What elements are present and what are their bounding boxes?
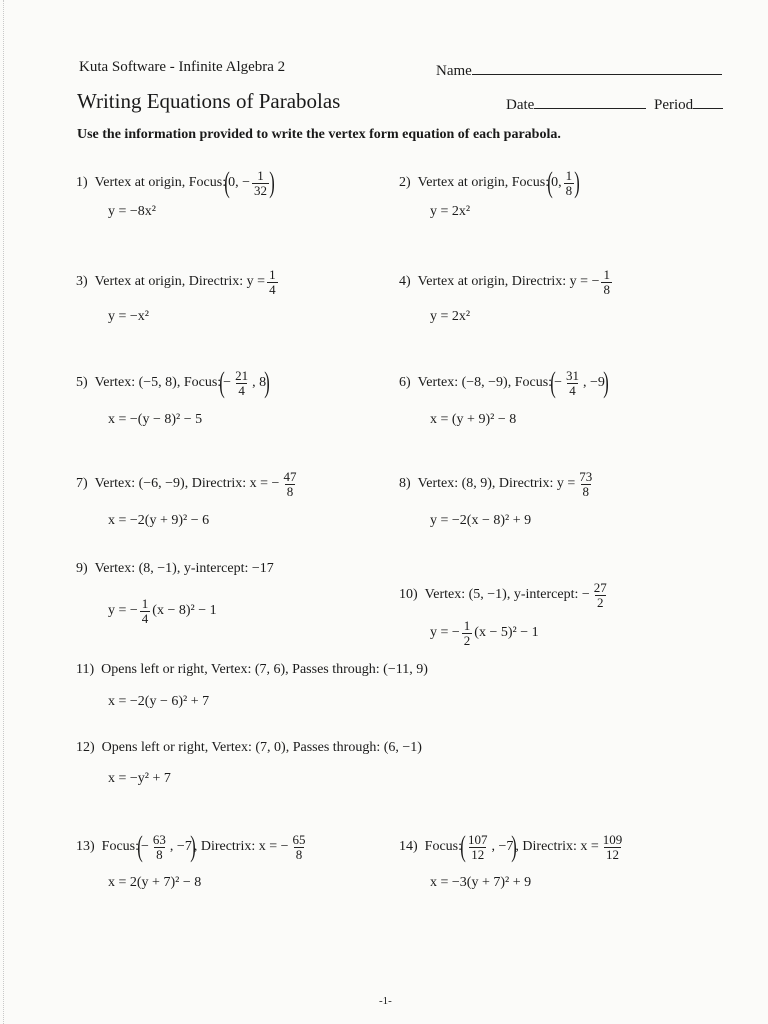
date-field[interactable] xyxy=(506,94,646,114)
close-paren: ) xyxy=(264,366,270,399)
prompt-fraction-denominator: 2 xyxy=(597,594,604,610)
answer-equation: x = (y + 9)² − 8 xyxy=(430,412,517,427)
problem-prompt: Vertex: (−5, 8), Focus: xyxy=(94,375,222,390)
problem-10-answer xyxy=(430,619,539,647)
answer-equation: x = −3(y + 7)² + 9 xyxy=(430,875,532,890)
prompt-fraction-denominator: 4 xyxy=(269,281,276,297)
answer-fraction-denominator: 2 xyxy=(463,632,471,648)
answer-fraction-numerator: 1 xyxy=(463,618,471,633)
problem-9-question xyxy=(76,561,274,577)
answer-equation: x = −y² + 7 xyxy=(108,771,171,786)
page-title: Writing Equations of Parabolas xyxy=(77,89,341,113)
prompt-fraction-numerator: 107 xyxy=(468,831,488,847)
problem-prompt: Vertex: (8, −1), y-intercept: −17 xyxy=(94,561,274,576)
prompt-fraction xyxy=(601,268,612,296)
prompt-fraction xyxy=(151,833,168,861)
prompt-fraction-denominator: 8 xyxy=(156,846,163,862)
point-suffix: , −9 xyxy=(582,375,605,390)
directrix-label: , Directrix: x = xyxy=(515,839,599,854)
answer-equation: y = 2x² xyxy=(430,309,471,324)
name-label: Name xyxy=(436,63,472,79)
problem-4-question xyxy=(399,268,614,296)
answer-equation: y = −8x² xyxy=(108,204,156,219)
prompt-fraction-denominator: 8 xyxy=(603,281,610,297)
directrix-fraction xyxy=(291,833,308,861)
problem-13-answer xyxy=(108,875,201,891)
answer-equation: x = −(y − 8)² − 5 xyxy=(108,412,203,427)
answer-prefix: y = − xyxy=(108,603,138,619)
problem-14-answer xyxy=(430,875,531,891)
problem-prompt: Focus: xyxy=(101,839,140,854)
answer-prefix: y = − xyxy=(430,625,460,641)
problem-5-answer xyxy=(108,412,202,428)
problem-7-question xyxy=(76,470,300,498)
prompt-fraction-denominator: 12 xyxy=(471,846,485,862)
close-paren: ) xyxy=(190,830,196,863)
problem-6-answer xyxy=(430,412,516,428)
problem-number: 12) xyxy=(76,740,95,755)
directrix-fraction xyxy=(601,833,625,861)
prompt-fraction-numerator: 63 xyxy=(152,831,166,847)
problem-14-question xyxy=(399,832,626,862)
publisher-label: Kuta Software - Infinite Algebra 2 xyxy=(79,59,286,75)
directrix-fraction-denominator: 12 xyxy=(606,846,619,862)
answer-equation: y = −2(x − 8)² + 9 xyxy=(430,513,532,528)
prompt-fraction xyxy=(281,470,298,498)
problem-13-question xyxy=(76,832,310,862)
point-suffix: , −7 xyxy=(491,839,514,854)
answer-equation: y = −x² xyxy=(108,309,149,324)
date-label: Date xyxy=(506,97,535,113)
problem-number: 14) xyxy=(399,839,418,854)
prompt-fraction xyxy=(252,169,269,197)
problem-prompt: Vertex: (−6, −9), Directrix: x = − xyxy=(94,476,280,492)
date-blank[interactable] xyxy=(534,94,646,109)
prompt-fraction-numerator: 1 xyxy=(269,267,276,282)
problem-number: 9) xyxy=(76,561,88,576)
directrix-fraction-numerator: 65 xyxy=(292,831,306,847)
problem-number: 3) xyxy=(76,274,88,290)
period-blank[interactable] xyxy=(693,94,723,109)
problem-1-answer xyxy=(108,204,156,220)
prompt-fraction-denominator: 8 xyxy=(582,483,589,499)
close-paren: ) xyxy=(603,366,609,399)
prompt-fraction-denominator: 32 xyxy=(254,182,267,198)
answer-fraction-denominator: 4 xyxy=(141,610,149,626)
problem-number: 1) xyxy=(76,175,88,190)
problem-number: 7) xyxy=(76,476,88,492)
answer-suffix: (x − 5)² − 1 xyxy=(474,625,539,641)
prompt-fraction xyxy=(564,169,575,197)
problem-9-answer xyxy=(108,597,217,625)
open-paren: ( xyxy=(550,366,556,399)
problem-prompt: Opens left or right, Vertex: (7, 0), Passes through: (6, −1) xyxy=(101,740,422,755)
directrix-fraction-numerator: 109 xyxy=(602,831,623,847)
prompt-fraction xyxy=(592,581,609,609)
problem-number: 2) xyxy=(399,175,411,190)
problem-8-question xyxy=(399,470,596,498)
directrix-label: , Directrix: x = − xyxy=(193,839,289,854)
problem-10-question xyxy=(399,581,611,609)
prompt-fraction-numerator: 21 xyxy=(235,367,249,383)
name-blank[interactable] xyxy=(472,60,722,75)
name-field[interactable] xyxy=(436,60,722,80)
prompt-fraction-denominator: 4 xyxy=(569,382,576,398)
open-paren: ( xyxy=(224,166,230,199)
scan-edge xyxy=(3,0,4,1024)
problem-prompt: Vertex: (−8, −9), Focus: xyxy=(417,375,553,390)
problem-7-answer xyxy=(108,513,209,529)
problem-prompt: Focus: xyxy=(424,839,463,854)
prompt-fraction-numerator: 47 xyxy=(283,469,297,484)
period-label: Period xyxy=(654,97,694,113)
point-prefix: − xyxy=(223,375,232,390)
prompt-fraction-numerator: 31 xyxy=(565,367,579,383)
problem-number: 4) xyxy=(399,274,411,290)
answer-equation: x = 2(y + 7)² − 8 xyxy=(108,875,202,890)
problem-prompt: Vertex at origin, Focus: xyxy=(94,175,227,190)
answer-suffix: (x − 8)² − 1 xyxy=(152,603,217,619)
problem-1-question xyxy=(76,168,273,198)
close-paren: ) xyxy=(269,166,275,199)
open-paren: ( xyxy=(547,166,553,199)
period-field[interactable] xyxy=(654,94,723,114)
answer-fraction-numerator: 1 xyxy=(141,596,149,611)
point-prefix: 0, xyxy=(551,175,562,190)
close-paren: ) xyxy=(511,830,518,863)
problem-number: 13) xyxy=(76,839,95,854)
prompt-fraction-denominator: 8 xyxy=(565,182,573,198)
problem-8-answer xyxy=(430,513,531,529)
answer-equation: x = −2(y + 9)² − 6 xyxy=(108,513,210,528)
prompt-fraction xyxy=(577,470,594,498)
prompt-fraction-denominator: 8 xyxy=(286,483,294,499)
answer-equation: x = −2(y − 6)² + 7 xyxy=(108,694,210,709)
prompt-fraction-denominator: 4 xyxy=(238,382,245,398)
prompt-fraction-numerator: 1 xyxy=(257,167,264,183)
problem-2-answer xyxy=(430,204,470,220)
problem-prompt: Vertex at origin, Focus: xyxy=(417,175,550,190)
problem-12-answer xyxy=(108,771,171,787)
prompt-fraction-numerator: 73 xyxy=(579,469,593,484)
answer-equation: y = 2x² xyxy=(430,204,471,219)
problem-4-answer xyxy=(430,309,470,325)
point-prefix: − xyxy=(554,375,562,390)
prompt-fraction xyxy=(466,833,490,861)
answer-fraction xyxy=(462,619,473,647)
point-suffix: , −7 xyxy=(169,839,192,854)
prompt-fraction xyxy=(564,369,581,397)
answer-fraction xyxy=(140,597,151,625)
problem-11-question xyxy=(76,662,428,678)
problem-number: 5) xyxy=(76,375,88,390)
directrix-fraction-denominator: 8 xyxy=(295,846,303,862)
prompt-fraction-numerator: 27 xyxy=(593,580,607,595)
problem-3-question xyxy=(76,268,280,296)
problem-5-question xyxy=(76,368,268,398)
problem-number: 11) xyxy=(76,662,95,677)
problem-prompt: Opens left or right, Vertex: (7, 6), Passes through: (−11, 9) xyxy=(101,662,428,677)
problem-11-answer xyxy=(108,694,209,710)
point-suffix: , 8 xyxy=(252,375,267,390)
prompt-fraction xyxy=(267,268,278,296)
prompt-fraction xyxy=(233,369,250,397)
problem-number: 8) xyxy=(399,476,411,492)
problem-prompt: Vertex at origin, Directrix: y = xyxy=(94,274,266,290)
point-prefix: 0, − xyxy=(228,175,250,190)
prompt-fraction-numerator: 1 xyxy=(565,167,573,183)
close-paren: ) xyxy=(574,166,580,199)
prompt-fraction-numerator: 1 xyxy=(603,267,610,282)
problem-2-question xyxy=(399,168,578,198)
page-number: -1- xyxy=(379,995,392,1007)
problem-prompt: Vertex: (8, 9), Directrix: y = xyxy=(417,476,576,492)
problem-12-question xyxy=(76,740,422,756)
problem-6-question xyxy=(399,368,607,398)
problem-prompt: Vertex at origin, Directrix: y = − xyxy=(417,274,600,290)
point-prefix: − xyxy=(141,839,149,854)
problem-3-answer xyxy=(108,309,149,325)
open-paren: ( xyxy=(137,830,143,863)
problem-number: 10) xyxy=(399,587,418,603)
instructions: Use the information provided to write the vertex form equation of each parabola. xyxy=(77,127,561,142)
open-paren: ( xyxy=(219,366,225,399)
open-paren: ( xyxy=(460,830,466,863)
problem-number: 6) xyxy=(399,375,411,390)
problem-prompt: Vertex: (5, −1), y-intercept: − xyxy=(424,587,590,603)
